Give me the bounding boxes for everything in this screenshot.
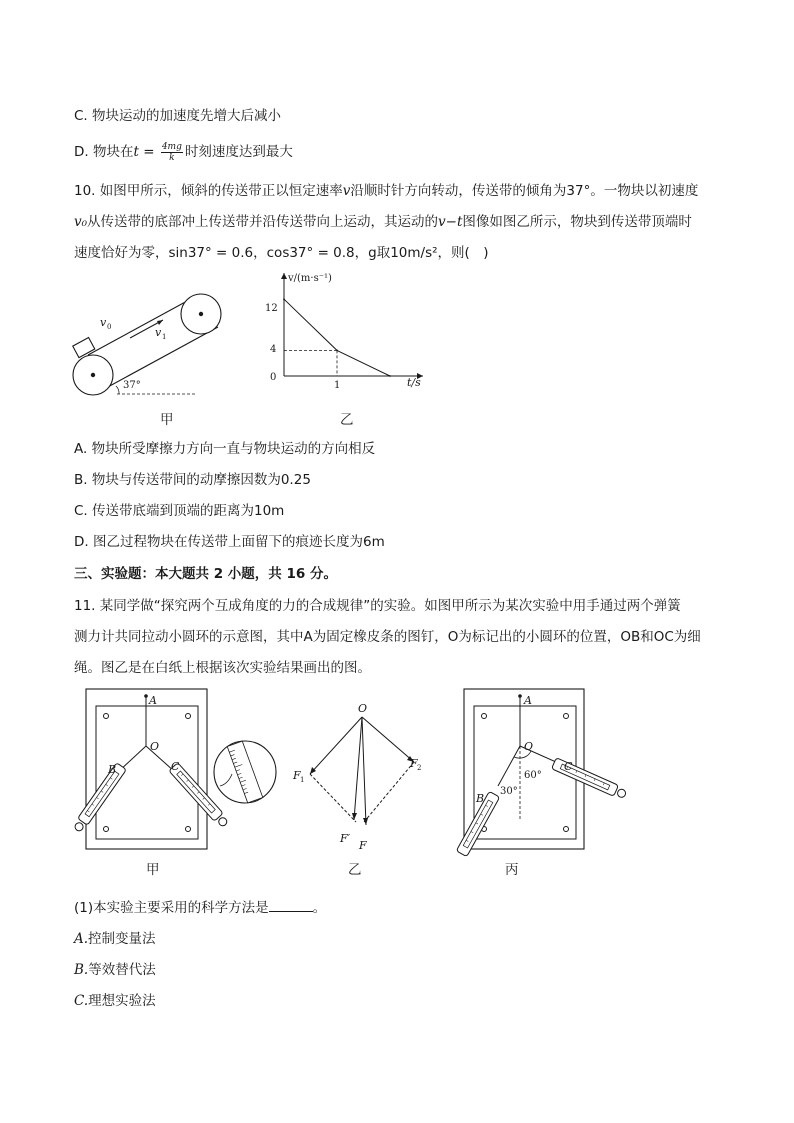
bing-label-b: B — [476, 792, 485, 805]
q10-option-d: D. 图乙过程物块在传送带上面留下的痕迹长度为6m — [74, 534, 385, 550]
jia-label-b: B — [108, 763, 117, 776]
q9-fraction-denominator: k — [169, 152, 175, 163]
yi-label-o: O — [358, 702, 368, 715]
q10-line2-vt: v−t — [438, 214, 463, 230]
q9-option-c: C. 物块运动的加速度先增大后减小 — [74, 108, 282, 124]
y-axis-arrow — [281, 273, 287, 279]
vt-series-line — [284, 299, 390, 376]
answer-blank[interactable] — [269, 899, 313, 912]
yi-label-f2-sub: 2 — [417, 764, 422, 772]
q11-choice-a — [74, 927, 156, 947]
q11-fig-jia-caption: 甲 — [146, 862, 160, 878]
q10-line1-b: 沿顺时针方向转动，传送带的倾角为37°。一物块以初速度 — [350, 183, 699, 199]
q10-line2-a: 从传送带的底部冲上传送带并沿传送带向上运动，其运动的 — [87, 214, 439, 230]
q11-fig-jia — [70, 686, 295, 856]
q11-sub1-end: 。 — [312, 900, 327, 916]
v0-subscript: 0 — [107, 323, 112, 331]
q9-option-d — [74, 140, 293, 163]
q10-stem-line3: 速度恰好为零，sin37° = 0.6，cos37° = 0.8，g取10m/s²，则( ) — [74, 245, 489, 261]
choice-b-text: 等效替代法 — [88, 962, 156, 978]
vt-point — [389, 375, 391, 377]
q11-fig-bing — [440, 686, 630, 856]
tick-label-4: 4 — [270, 344, 277, 355]
q9-fraction-numerator: 4mg — [161, 141, 182, 152]
q10-line1-a: 10. 如图甲所示，倾斜的传送带正以恒定速率 — [74, 183, 343, 199]
q10-option-c: C. 传送带底端到顶端的距离为10m — [74, 503, 285, 519]
q10-fig-jia-caption: 甲 — [160, 412, 174, 428]
bing-label-c: C — [564, 760, 573, 773]
q11-stem-line3: 绳。图乙是在白纸上根据该次实验结果画出的图。 — [74, 660, 371, 676]
vt-graph — [265, 266, 435, 396]
q11-choice-c — [74, 989, 156, 1009]
q11-stem-line2: 测力计共同拉动小圆环的示意图，其中A为固定橡皮条的图钉，O为标记出的小圆环的位置，OB和OC为细 — [74, 629, 701, 645]
v1-subscript: 1 — [162, 333, 167, 341]
yi-label-f: F — [359, 839, 367, 852]
vt-ylabel: v/(m·s⁻¹) — [288, 273, 332, 284]
tick-label-1: 1 — [334, 380, 341, 391]
vt-point — [283, 298, 285, 300]
q11-fig-bing-caption: 丙 — [505, 862, 519, 878]
tick-label-0: 0 — [270, 372, 277, 383]
tick-label-12: 12 — [265, 303, 278, 314]
section-3-title: 三、实验题：本大题共 2 小题，共 16 分。 — [74, 566, 337, 582]
q9-option-d-suffix: 时刻速度达到最大 — [184, 144, 293, 160]
q11-sub1-text: (1)本实验主要采用的科学方法是 — [74, 900, 269, 916]
q10-stem-line2 — [74, 210, 692, 230]
q9-option-d-eq: = — [138, 144, 159, 160]
angle-37-label: 37° — [123, 380, 141, 391]
choice-c-text: 理想实验法 — [88, 993, 156, 1009]
bing-label-a: A — [524, 694, 532, 707]
jia-label-a: A — [149, 694, 157, 707]
choice-a-letter: A. — [74, 931, 89, 947]
choice-c-letter: C. — [74, 993, 89, 1009]
vt-xlabel: t/s — [407, 376, 421, 389]
bing-angle-60: 60° — [524, 770, 542, 781]
yi-label-f2: F — [410, 757, 418, 770]
q9-option-d-var: t — [133, 144, 139, 160]
jia-label-o: O — [150, 740, 160, 753]
choice-b-letter: B. — [74, 962, 89, 978]
bing-angle-30: 30° — [500, 786, 518, 797]
yi-label-f1-sub: 1 — [300, 776, 305, 784]
yi-label-f-prime: F′ — [340, 832, 351, 845]
choice-a-text: 控制变量法 — [88, 931, 156, 947]
yi-label-f1: F — [293, 769, 301, 782]
jia-label-c: C — [171, 760, 180, 773]
q10-stem-line1 — [74, 179, 698, 199]
q10-line2-var: v₀ — [74, 214, 88, 230]
bing-label-o: O — [524, 740, 534, 753]
vt-point — [336, 350, 338, 352]
q10-option-a: A. 物块所受摩擦力方向一直与物块运动的方向相反 — [74, 441, 376, 457]
q11-choice-b — [74, 958, 156, 978]
q11-stem-line1: 11. 某同学做“探究两个互成角度的力的合成规律”的实验。如图甲所示为某次实验中用手通过两个弹簧 — [74, 598, 681, 614]
q11-fig-yi-caption: 乙 — [348, 862, 362, 878]
magnified-scale-inset — [214, 741, 276, 803]
q10-option-b: B. 物块与传送带间的动摩擦因数为0.25 — [74, 472, 311, 488]
q10-fig-yi-caption: 乙 — [340, 412, 354, 428]
q10-line1-var: v — [342, 183, 351, 199]
q9-fraction — [161, 142, 183, 163]
q11-fig-yi — [288, 700, 438, 850]
q9-option-d-prefix: D. 物块在 — [74, 144, 134, 160]
q10-line2-b: 图像如图乙所示，物块到传送带顶端时 — [462, 214, 692, 230]
q11-sub1 — [74, 896, 326, 916]
conveyor-figure — [70, 286, 230, 416]
v0-label: v — [100, 316, 107, 329]
v1-label: v — [155, 326, 162, 339]
